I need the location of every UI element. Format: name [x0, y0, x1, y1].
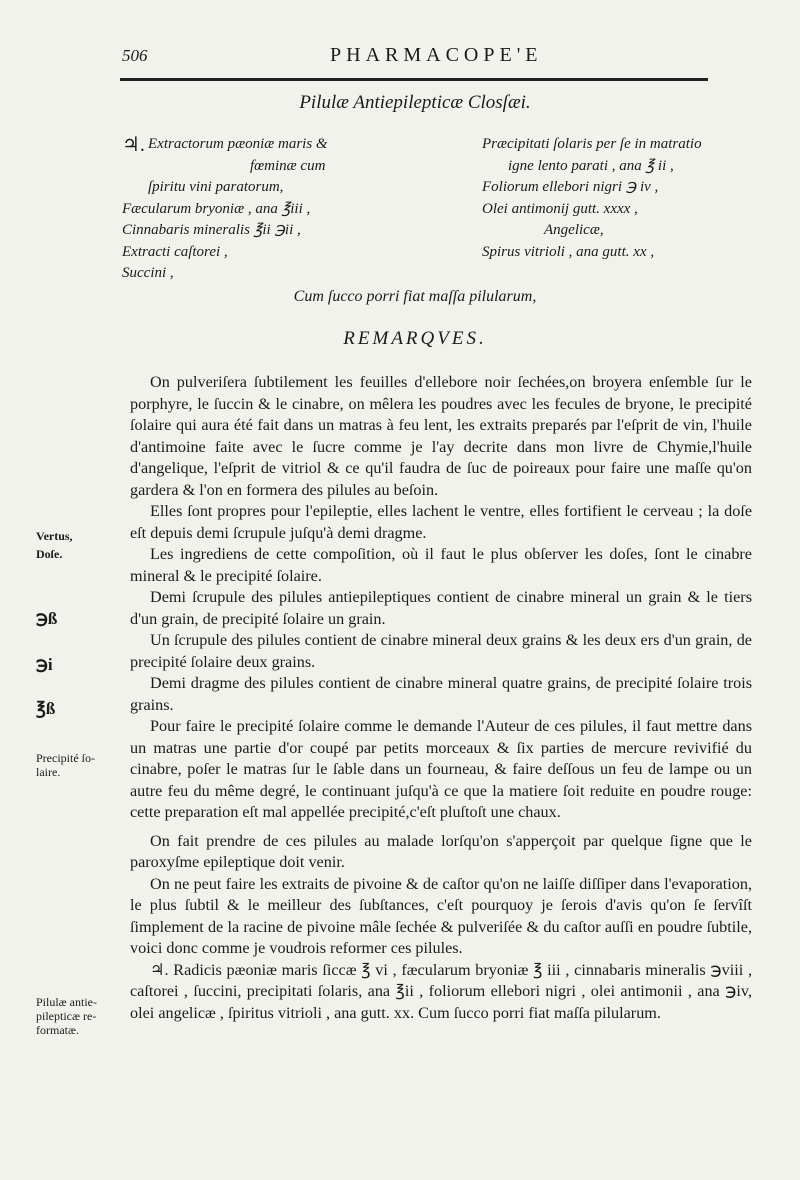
margin-note-solaire: laire. [36, 765, 61, 779]
formula-closing: Cum ſucco porri fiat maſſa pilularum, [293, 288, 537, 305]
margin-note-vertus: Vertus, [36, 529, 73, 543]
margin-note-half-scruple: ℈ß [36, 609, 58, 628]
margin-note-precipite: Precipité ſo- [36, 751, 95, 765]
ingredient-line: fœminæ cum [250, 157, 326, 174]
page-header [120, 42, 710, 70]
ingredient-line: Cinnabaris mineralis ℥ii ℈ii , [122, 222, 301, 238]
margin-note-pilulae: Pilulæ antie- [36, 995, 97, 1009]
ingredient-line: Angelicæ, [544, 222, 604, 238]
header-rule [120, 78, 708, 81]
ingredient-line: Præcipitati ſolaris per ſe in matratio [482, 136, 702, 152]
formula-title: Pilulæ Antiepilepticæ Closſæi. [299, 92, 531, 113]
running-title: PHARMACOPE'E [330, 44, 543, 66]
ingredients-left-column [122, 134, 452, 285]
body-text [130, 372, 752, 1024]
paragraph: ♃. Radicis pæoniæ maris ſiccæ ℥ vi , fæcularum bryoniæ ℥ iii , cinnabaris mineralis ℈viii , caſtorei , ſuccini, precipitati ſolaris, ana ℥ii , foliorum ellebori nigri , olei antimonii , ana ℈iv, olei angelicæ , ſpiritus vitrioli , ana gutt. xx. Cum ſucco porri fiat maſſa pilularum. [130, 960, 752, 1022]
paragraph: On pulveriſera ſubtilement les feuilles d'ellebore noir ſechées,on broyera enſemble ſur le porphyre, le ſuccin & le cinabre, on mêlera les poudres avec les fecules de bryone, le precipité ſolaire qui aura été fait dans un matras à feu lent, les extraits preparés par l'eſprit de vin, l'huile d'antimoine faite avec le ſucre comme je l'ay decrite dans mon livre de Chymie,l'huile d'angelique, l'eſprit de vitriol & ce qu'il faudra de ſuc de poireaux pour faire une maſſe qu'on gardera & l'on en formera des pilules au beſoin. [130, 373, 752, 499]
section-title: REMARQVES. [343, 328, 487, 349]
page-number: 506 [122, 46, 148, 65]
ingredient-line: Spirus vitrioli , ana gutt. xx , [482, 243, 655, 260]
paragraph: Un ſcrupule des pilules contient de cinabre mineral deux grains & les deux ers d'un grain, de precipité ſolaire deux grains. [130, 631, 752, 671]
margin-note-pilepticae: pilepticæ re- [36, 1009, 97, 1023]
paragraph: On ne peut faire les extraits de pivoine & de caſtor qu'on ne laiſſe diſſiper dans l'evaporation, le plus ſubtil & le meilleur des ſubſtances, c'eſt pourquoy je ſerois d'avis qu'on ſe ſervîſt ſimplement de la racine de pivoine mâle ſechée & pulveriſée & du caſtor auſſi en poudre ſubtile, voici donc comme je voudrois reformer ces pilules. [130, 874, 752, 957]
ingredient-line: Succini , [122, 265, 174, 281]
recipe-symbol-icon: ♃. [122, 134, 145, 156]
ingredient-line: Foliorum ellebori nigri ℈ iv , [482, 179, 659, 195]
ingredients-right-column [482, 134, 717, 263]
ingredient-line: igne lento parati , ana ℥ ii , [508, 157, 674, 174]
margin-note-dose: Doſe. [36, 547, 63, 561]
paragraph: Demi ſcrupule des pilules antiepileptiques contient de cinabre mineral un grain & le tiers d'un grain, de precipité ſolaire un grain. [130, 588, 752, 628]
margin-note-half-dram: ℥ß [36, 699, 56, 718]
ingredient-line: Extracti caſtorei , [122, 243, 228, 260]
ingredient-line: Extractorum pæoniæ maris & [148, 136, 328, 152]
ingredient-line: Fæcularum bryoniæ , ana ℥iii , [122, 200, 311, 217]
ingredient-line: Olei antimonij gutt. xxxx , [482, 200, 638, 217]
ingredient-line: ſpiritu vini paratorum, [148, 179, 284, 195]
paragraph: Demi dragme des pilules contient de cinabre mineral quatre grains, de precipité ſolaire trois grains. [130, 674, 752, 714]
paragraph: On fait prendre de ces pilules au malade lorſqu'on s'apperçoit par quelque ſigne que le paroxyſme epileptique doit venir. [130, 831, 752, 871]
margin-note-formatae: formatæ. [36, 1023, 79, 1037]
paragraph: Les ingrediens de cette compoſition, où il faut le plus obſerver les doſes, ſont le cinabre mineral & le precipité ſolaire. [130, 545, 752, 585]
margin-note-scruple: ℈i [36, 655, 53, 674]
paragraph: Pour faire le precipité ſolaire comme le demande l'Auteur de ces pilules, il faut mettre dans un matras une partie d'or coupé par petits morceaux & ſix parties de mercure revivifié du cinabre, poſer le matras ſur le ſable dans un fourneau, & faire deſſous un feu de lampe ou un autre feu du même degré, le continuant juſqu'à ce que la matiere ſoit reduite en poudre rouge: cette preparation eſt mal appellée precipité,c'eſt pluſtoſt une chaux. [130, 717, 752, 821]
paragraph: Elles ſont propres pour l'epileptie, elles lachent le ventre, elles fortifient le cerveau ; la doſe eſt depuis demi ſcrupule juſqu'à demi dragme. [130, 502, 752, 542]
